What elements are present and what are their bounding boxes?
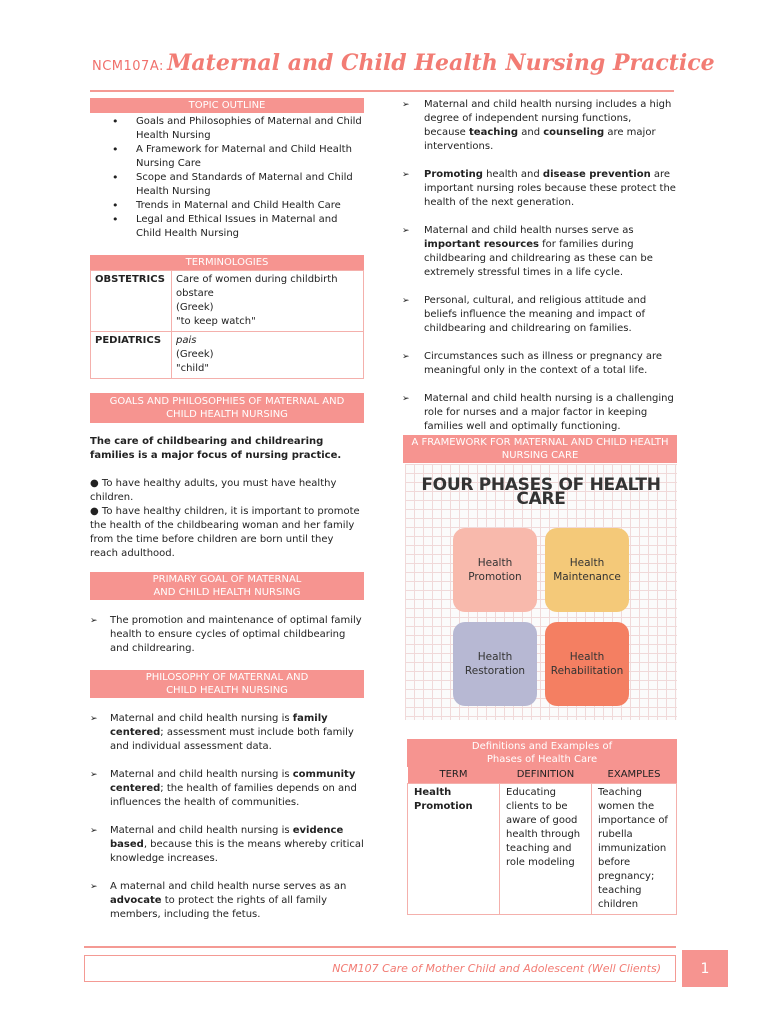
term-cell: Health Promotion <box>408 784 500 915</box>
primary-goal-header <box>90 572 364 600</box>
header-line: Definitions and Examples of <box>471 741 613 752</box>
item-text: , because this is the means whereby critical knowledge increases. <box>110 839 364 864</box>
outline-item: • Goals and Philosophies of Maternal and Child Health Nursing <box>136 115 364 143</box>
item-text: Maternal and child health nursing is <box>110 825 293 836</box>
nursing-point <box>402 392 676 434</box>
right-column <box>402 98 676 434</box>
example-cell: Teaching women the importance of rubella immunization before pregnancy; teaching children <box>592 784 677 915</box>
footer-text: NCM107 Care of Mother Child and Adolescent (Well Clients) <box>332 962 661 975</box>
arrow-bullet-icon: ➢ <box>90 826 98 836</box>
meaning-line: "child" <box>176 363 209 374</box>
terminologies-header: TERMINOLOGIES <box>90 255 364 270</box>
meaning-line: obstare <box>176 288 214 299</box>
item-emphasis: evidence based <box>110 825 344 850</box>
item-emphasis: advocate <box>110 895 162 906</box>
goals-header: GOALS AND PHILOSOPHIES OF MATERNAL AND CHILD HEALTH NURSING <box>90 393 364 423</box>
item-text: ; assessment must include both family and individual assessment data. <box>110 727 354 752</box>
arrow-bullet-icon: ➢ <box>402 226 410 236</box>
health-care-phases-figure <box>405 464 677 720</box>
item-emphasis: family centered <box>110 713 328 738</box>
item-text: to protect the rights of all family members, including the fetus. <box>110 895 327 920</box>
philosophy-item <box>90 824 364 866</box>
framework-header: A FRAMEWORK FOR MATERNAL AND CHILD HEALTH NURSING CARE <box>403 435 677 463</box>
definitions-table-wrap <box>407 739 677 915</box>
column-header: TERM <box>408 767 500 784</box>
meaning-line: "to keep watch" <box>176 316 256 327</box>
item-text: Maternal and child health nurses serve as <box>424 225 634 236</box>
nursing-point <box>402 98 676 154</box>
item-text: Personal, cultural, and religious attitude and beliefs influence the meaning and impact of childbearing and childrearing on families. <box>424 295 647 334</box>
phase-box-rehabilitation <box>545 622 629 706</box>
item-text: health and <box>482 169 543 180</box>
item-text: Maternal and child health nursing is a challenging role for nurses and a major factor in keeping families well and optimally functioning. <box>424 393 674 432</box>
primary-goal-item <box>90 614 364 656</box>
box-label: Promotion <box>468 571 522 583</box>
arrow-bullet-icon: ➢ <box>90 616 98 626</box>
column-header: DEFINITION <box>500 767 592 784</box>
meaning-cell <box>172 271 364 332</box>
box-label: Restoration <box>464 665 526 677</box>
header-line: PRIMARY GOAL OF MATERNAL <box>152 574 302 585</box>
item-text: Maternal and child health nursing includes a high degree of independent nursing functions, because <box>424 99 672 138</box>
outline-item: • A Framework for Maternal and Child Health Nursing Care <box>136 143 364 171</box>
arrow-bullet-icon: ➢ <box>402 100 410 110</box>
definitions-header <box>407 739 677 767</box>
footer-divider <box>84 946 676 948</box>
arrow-bullet-icon: ➢ <box>90 770 98 780</box>
course-code: NCM107A: <box>92 59 164 74</box>
item-emphasis: important resources <box>424 239 539 250</box>
table-header-row <box>408 767 677 784</box>
box-label: Health <box>477 557 513 569</box>
phase-box-maintenance <box>545 528 629 612</box>
box-label: Health <box>569 557 605 569</box>
meaning-line: (Greek) <box>176 302 214 313</box>
item-text: Maternal and child health nursing is <box>110 769 293 780</box>
outline-item: • Scope and Standards of Maternal and Child Health Nursing <box>136 171 364 199</box>
meaning-line: (Greek) <box>176 349 214 360</box>
item-text: are important nursing roles because these protect the health of the next generation. <box>424 169 676 208</box>
phase-box-restoration <box>453 622 537 706</box>
box-label: Health <box>477 651 513 663</box>
term-cell: OBSTETRICS <box>91 271 172 332</box>
column-header: EXAMPLES <box>592 767 677 784</box>
definition-cell: Educating clients to be aware of good health through teaching and role modeling <box>500 784 592 915</box>
header-line: Phases of Health Care <box>486 754 598 765</box>
page-title <box>92 50 715 88</box>
item-text: for families during childbearing and childrearing as these can be extremely stressful times in a life cycle. <box>424 239 653 278</box>
goals-lead: The care of childbearing and childrearing families is a major focus of nursing practice. <box>90 436 342 461</box>
meaning-cell <box>172 332 364 379</box>
box-label: Rehabilitation <box>550 665 624 677</box>
item-emphasis: teaching <box>469 127 519 138</box>
term-cell: PEDIATRICS <box>91 332 172 379</box>
topic-outline-header: TOPIC OUTLINE <box>90 98 364 113</box>
header-line: AND CHILD HEALTH NURSING <box>153 587 301 598</box>
arrow-bullet-icon: ➢ <box>402 170 410 180</box>
philosophy-item <box>90 768 364 810</box>
nursing-point <box>402 168 676 210</box>
table-row <box>408 784 677 915</box>
philosophy-item <box>90 880 364 922</box>
nursing-point <box>402 294 676 336</box>
philosophy-header <box>90 670 364 698</box>
meaning-line: Care of women during childbirth <box>176 274 338 285</box>
terminologies-table <box>90 270 364 379</box>
nursing-point <box>402 224 676 280</box>
outline-item: • Trends in Maternal and Child Health Care <box>136 199 364 213</box>
outline-item: • Legal and Ethical Issues in Maternal and Child Health Nursing <box>136 213 364 241</box>
title-divider <box>90 90 674 92</box>
table-row <box>91 271 364 332</box>
page-number: 1 <box>682 950 728 987</box>
philosophy-item <box>90 712 364 754</box>
topic-outline-list <box>90 115 364 241</box>
arrow-bullet-icon: ➢ <box>90 882 98 892</box>
header-line: PHILOSOPHY OF MATERNAL AND <box>145 672 309 683</box>
goals-bullet: ● To have healthy adults, you must have healthy children. <box>90 478 337 503</box>
phase-box-promotion <box>453 528 537 612</box>
goals-bullet: ● To have healthy children, it is important to promote the health of the childbearing woman and her family from the time before children are born until they reach adulthood. <box>90 506 360 559</box>
nursing-point <box>402 350 676 378</box>
arrow-bullet-icon: ➢ <box>402 352 410 362</box>
left-column <box>90 98 364 922</box>
item-text: Circumstances such as illness or pregnancy are meaningful only in the context of a total life. <box>424 351 663 376</box>
item-text: are major interventions. <box>424 127 656 152</box>
arrow-bullet-icon: ➢ <box>402 394 410 404</box>
item-emphasis: Promoting <box>424 169 483 180</box>
item-text: The promotion and maintenance of optimal family health to ensure cycles of optimal childbearing and childrearing. <box>110 615 362 654</box>
arrow-bullet-icon: ➢ <box>90 714 98 724</box>
header-line: CHILD HEALTH NURSING <box>166 685 288 696</box>
box-label: Health <box>569 651 605 663</box>
item-text: and <box>518 127 544 138</box>
table-row <box>91 332 364 379</box>
course-title: Maternal and Child Health Nursing Practice <box>167 50 715 76</box>
item-text: Maternal and child health nursing is <box>110 713 293 724</box>
meaning-line: pais <box>176 335 197 346</box>
item-emphasis: counseling <box>543 127 605 138</box>
box-label: Maintenance <box>553 571 621 583</box>
figure-title: FOUR PHASES OF HEALTH CARE <box>421 475 661 509</box>
definitions-table <box>407 767 677 915</box>
item-emphasis: disease prevention <box>542 169 651 180</box>
item-text: ; the health of families depends on and influences the health of communities. <box>110 783 357 808</box>
footer <box>84 955 676 982</box>
item-emphasis: community centered <box>110 769 356 794</box>
arrow-bullet-icon: ➢ <box>402 296 410 306</box>
item-text: A maternal and child health nurse serves as an <box>110 881 347 892</box>
